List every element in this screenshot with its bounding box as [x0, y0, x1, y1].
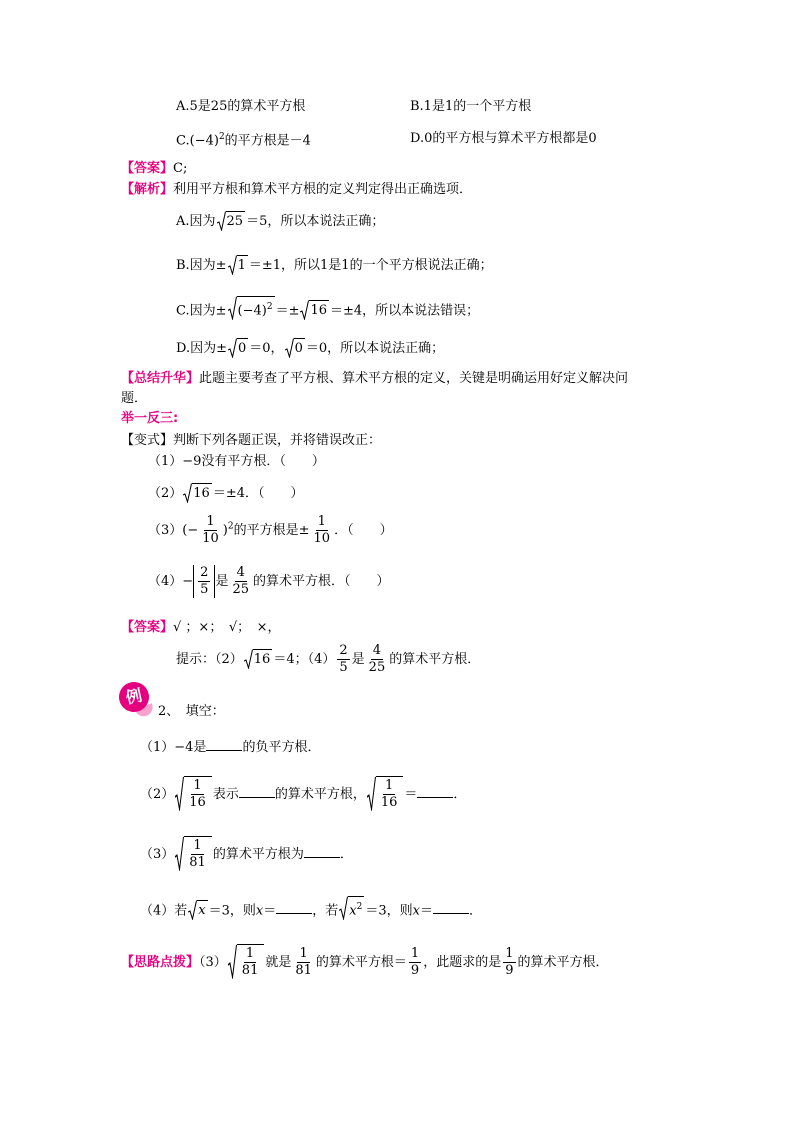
analysis-heading: 【解析】利用平方根和算术平方根的定义判定得出正确选项．	[121, 182, 473, 197]
analysis-d: D.因为± 0 ＝0， 0 ＝0，所以本说法正确；	[176, 338, 444, 358]
example-badge: 例	[116, 679, 152, 715]
answer-1: 【答案】C;	[121, 161, 188, 176]
blank	[433, 901, 469, 914]
fill-item-1: （1）−4是 的负平方根．	[140, 740, 321, 755]
blank	[276, 901, 312, 914]
hint: 【思路点拨】（3） $\frac{1}{81}$ 就是 $\frac{1}{81}$ 的算术平方根＝ $\frac{1}{9}$ ，此题求的是 $\frac{1}{9}$ 的算术平方根．	[121, 946, 609, 978]
blank	[304, 845, 340, 858]
option-a: A.5是25的算术平方根	[176, 99, 306, 114]
answer-2: 【答案】√ ；×； √； ×，	[121, 620, 281, 635]
summary: 【总结升华】此题主要考查了平方根、算术平方根的定义，关键是明确运用好定义解决问	[121, 371, 629, 386]
fill-item-3: （3） $\frac{1}{81}$ 的算术平方根为 ．	[140, 838, 353, 870]
summary-tag: 【总结升华】	[121, 371, 200, 386]
fill-item-4: （4）若 x ＝3，则x＝ ，若 $x^2 =3$，则x＝ ．	[140, 896, 482, 920]
analysis-a: A.因为 25 ＝5，所以本说法正确；	[176, 211, 384, 231]
hint-tag: 【思路点拨】	[121, 955, 200, 970]
option-b: B.1是1的一个平方根	[410, 99, 532, 114]
answer-tag: 【答案】	[121, 620, 174, 635]
analysis-c: C.因为± $(-4)^2 =\pm 16 =\pm 4$，所以本说法错误；	[176, 296, 479, 320]
summary-line2: 题．	[121, 391, 148, 406]
analysis-tag: 【解析】	[121, 182, 174, 197]
practice-heading: 举一反三:	[121, 411, 179, 426]
option-d: D.0的平方根与算术平方根都是0	[410, 131, 597, 146]
analysis-b: B.因为± 1 ＝±1，所以1是1的一个平方根说法正确；	[176, 255, 493, 275]
practice-item-2: （2） 16 ＝±4．（ ）	[148, 483, 304, 503]
blank	[417, 785, 453, 798]
answer-2-hint: 提示：（2） 16 ＝4；（4） $\frac{2}{5}$ 是 $\frac{4}{25}$ 的算术平方根．	[176, 643, 481, 675]
option-c: $C.(-4)^2$的平方根是－4	[176, 132, 311, 149]
practice-item-1: （1）−9没有平方根．（ ）	[148, 454, 325, 469]
blank	[239, 785, 275, 798]
example-2-title: 2、 填空：	[158, 704, 225, 719]
practice-item-3: （3）(− $\frac{1}{10}$ )$^2$的平方根是± $\frac{1}{10}$ ．（ ）	[148, 514, 393, 546]
blank	[206, 738, 242, 751]
practice-intro: 【变式】判断下列各题正误，并将错误改正：	[121, 433, 382, 448]
fill-item-2: （2） $\frac{1}{16}$ 表示 的算术平方根， $\frac{1}{16}$ ＝ ．	[140, 778, 467, 810]
practice-item-4: （4）− $\frac{2}{5}$ 是 $\frac{4}{25}$ 的算术平方根．（ ）	[148, 565, 390, 597]
answer-tag: 【答案】	[121, 161, 174, 176]
